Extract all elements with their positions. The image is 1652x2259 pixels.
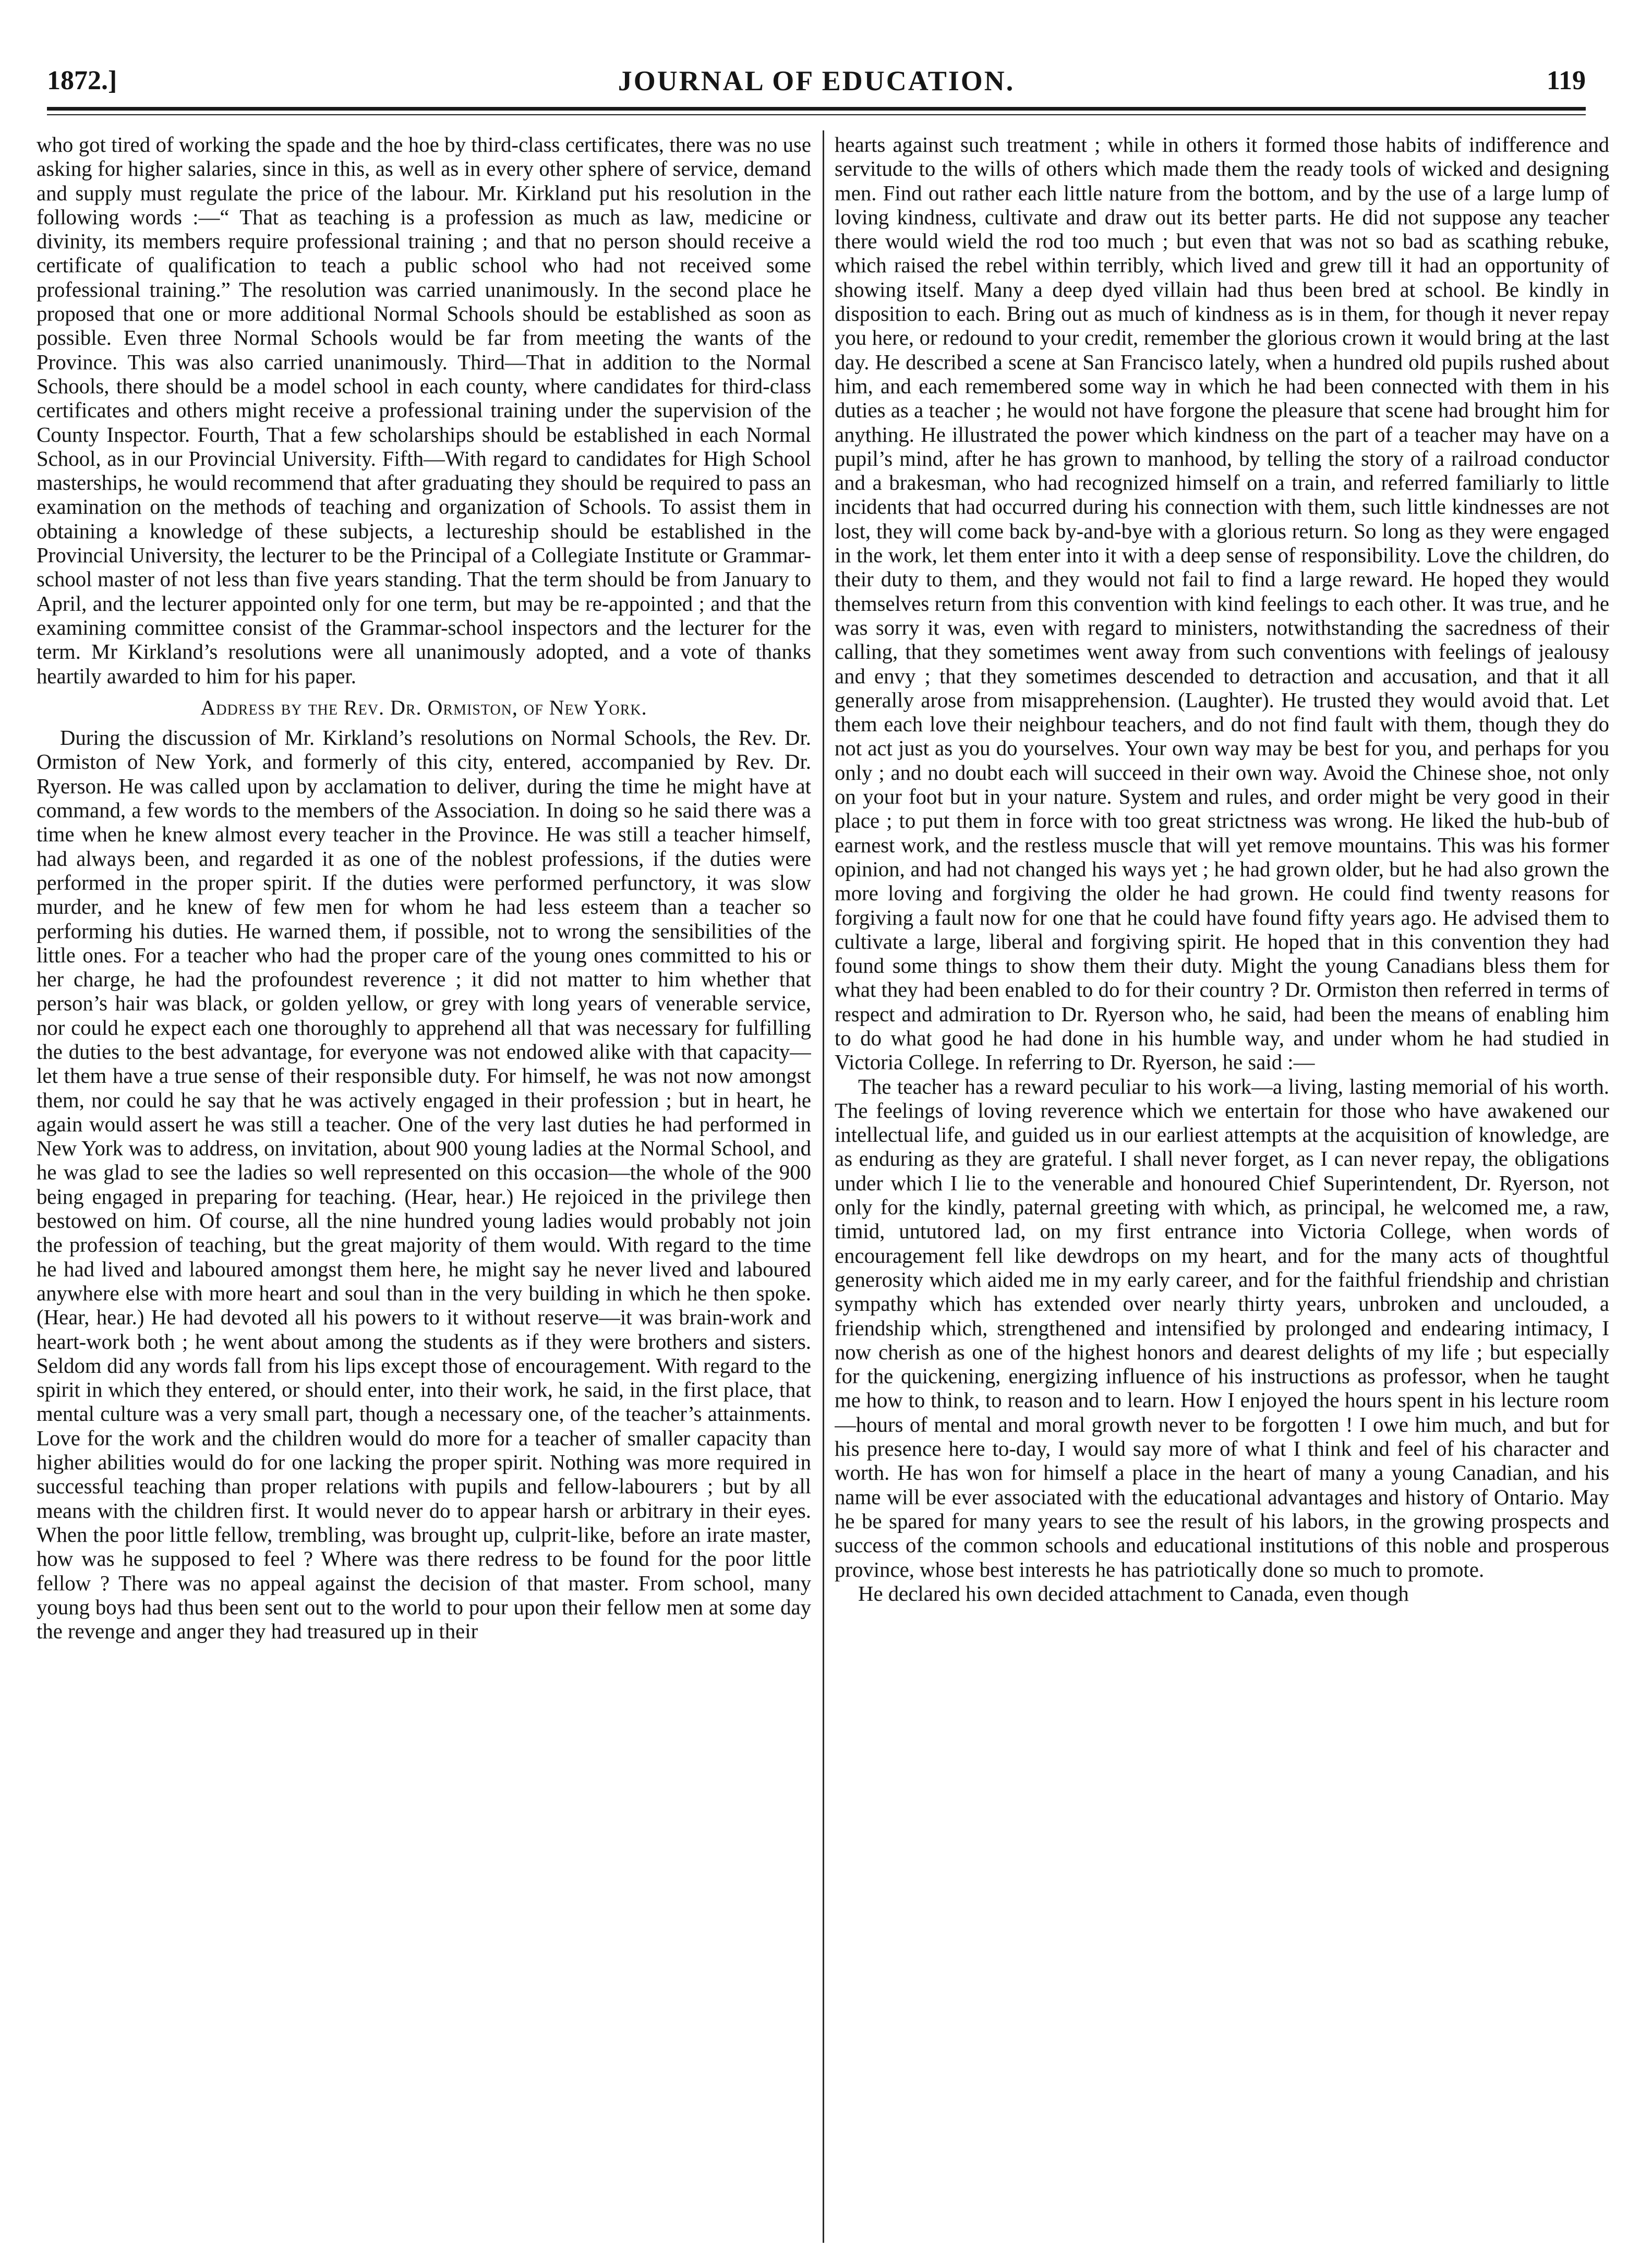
section-heading: Address by the Rev. Dr. Ormiston, of New York. [200,695,647,719]
journal-title: JOURNAL OF EDUCATION. [618,65,1015,96]
right-paragraph-1: hearts against such treatment ; while in others it formed those habits of indifference and servitude to the wills of others which made them the ready tools of wicked and designing men. Find out rather each little nature from the bottom, and by the use of a large lump of loving kindness, cultivate and draw out its better parts. He did not suppose any teacher there would wield the rod too much ; but even that was not so bad as scathing rebuke, which raised the rebel within terribly, which lived and grew till it had an opportunity of showing itself. Many a deep dyed villain had thus been bred at school. Be kindly in disposition to each. Bring out as much of kindness as is in them, for though it never repay you here, or redound to your credit, remember the glorious crown it would bring at the last day. He described a scene at San Francisco lately, when a hundred old pupils rushed about him, and each remembered some way in which he had been connected with them in his duties as a teacher ; he would not have forgone the pleasure that scene had brought him for anything. He illustrated the power which kindness on the part of a teacher may have on a pupil’s mind, after he has grown to manhood, by telling the story of a railroad conductor and a brakesman, who had recognized himself on a train, and referred familiarly to little incidents that had occurred during his connection with them, such little kindnesses are not lost, they will come back by-and-bye with a glorious return. So long as they were engaged in the work, let them enter into it with a deep sense of responsibility. Love the children, do their duty to them, and they would not fail to find a large reward. He hoped they would themselves return from this convention with kind feelings to each other. It was true, and he was sorry it was, even with regard to ministers, notwithstanding the sacredness of their calling, that they sometimes went away from such conventions with feelings of jealousy and envy ; that they sometimes descended to detraction and accusation, and that it all generally arose from misapprehension. (Laughter). He trusted they would avoid that. Let them each love their neighbour teachers, and do not find fault with them, though they do not act just as you do yourselves. Your own way may be best for you, and perhaps for you only ; and no doubt each will succeed in their own way. Avoid the Chinese shoe, not only on your foot but in your nature. System and rules, and order might be very good in their place ; to put them in force with too great strictness was wrong. He liked the hub-bub of earnest work, and the restless muscle that will yet remove mountains. This was his former opinion, and had not changed his ways yet ; he had grown older, but he had also grown the more loving and forgiving the older he had grown. He could find twenty reasons for forgiving a fault now for one that he could have found fifty years ago. He advised them to cultivate a large, liberal and forgiving spirit. He hoped that in this convention they had found some things to show them their duty. Might the young Canadians bless them for what they had been enabled to do for their country ? Dr. Ormiston then referred in terms of respect and admiration to Dr. Ryerson who, he said, had been the means of enabling him to do what good he had done in his humble way, and under whom he had studied in Victoria College. In referring to Dr. Ryerson, he said :— [835,133,1609,1074]
header-rule-thick [47,107,1586,111]
running-header [47,60,1586,102]
right-paragraph-2: The teacher has a reward peculiar to his work—a living, lasting memorial of his worth. The feelings of loving reverence which we entertain for those who have awakened our intellectual life, and guided us in our earliest attempts at the acquisition of knowledge, are as enduring as they are grateful. I shall never forget, as I can never repay, the obligations under which I lie to the venerable and honoured Chief Superintendent, Dr. Ryerson, not only for the kindly, paternal greeting with which, as principal, he welcomed me, a raw, timid, untutored lad, on my first entrance into Victoria College, when words of encouragement fell like dewdrops on my heart, and for the many acts of thoughtful generosity which aided me in my early career, and for the faithful friendship and christian sympathy which has extended over nearly thirty years, unbroken and unclouded, a friendship which, strengthened and intensified by prolonged and endearing intimacy, I now cherish as one of the highest honors and dearest delights of my life ; but especially for the quickening, energizing influence of his instructions as professor, when he taught me how to think, to reason and to learn. How I enjoyed the hours spent in his lecture room—hours of mental and moral growth never to be forgotten ! I owe him much, and but for his presence here to-day, I would say more of what I think and feel of his character and worth. He has won for himself a place in the heart of many a young Canadian, and his name will be ever associated with the educational advantages and history of Ontario. May he be spared for many years to see the result of his labors, in the growing prospects and success of the common schools and educational institutions of this noble and prosperous province, whose best interests he has patriotically done so much to promote. [835,1074,1609,1581]
column-divider [823,130,824,2243]
left-paragraph-1: who got tired of working the spade and the hoe by third-class certificates, there was no use asking for higher salaries, since in this, as well as in every other sphere of service, demand and supply must regulate the price of the labour. Mr. Kirkland put his resolution in the following words :—“ That as teaching is a profession as much as law, medicine or divinity, its members require professional training ; and that no person should receive a certificate of qualification to teach a public school who had not received some professional training.” The resolution was carried unanimously. In the second place he proposed that one or more additional Normal Schools should be established as soon as possible. Even three Normal Schools would be far from meeting the wants of the Province. This was also carried unanimously. Third—That in addition to the Normal Schools, there should be a model school in each county, where candidates for third-class certificates and others might receive a professional training under the supervision of the County Inspector. Fourth, That a few scholarships should be established in each Normal School, as in our Provincial University. Fifth—With regard to candidates for High School masterships, he would recommend that after graduating they should be required to pass an examination on the methods of teaching and organization of Schools. To assist them in obtaining a knowledge of these subjects, a lectureship should be established in the Provincial University, the lecturer to be the Principal of a Collegiate Institute or Grammar-school master of not less than five years standing. That the term should be from January to April, and the lecturer appointed only for one term, but may be re-appointed ; and that the examining committee consist of the Grammar-school inspectors and the lecturer for the term. Mr Kirkland’s resolutions were all unanimously adopted, and a vote of thanks heartily awarded to him for his paper. [37,133,811,688]
right-paragraph-3: He declared his own decided attachment to Canada, even though [858,1581,1409,1605]
header-rule-thin [47,114,1586,115]
page-number: 119 [1546,66,1586,95]
right-column [835,133,1609,2235]
header-year: 1872.] [47,66,117,95]
left-column [37,133,811,2235]
left-paragraph-2: During the discussion of Mr. Kirkland’s resolutions on Normal Schools, the Rev. Dr. Ormiston of New York, and formerly of this city, entered, accompanied by Rev. Dr. Ryerson. He was called upon by acclamation to deliver, during the time he might have at command, a few words to the members of the Association. In doing so he said there was a time when he knew almost every teacher in the Province. He was still a teacher himself, had always been, and regarded it as one of the noblest professions, if the duties were performed in the proper spirit. If the duties were performed perfunctory, it was slow murder, and he knew of few men for whom he had less esteem than a teacher so performing his duties. He warned them, if possible, not to wrong the sensibilities of the little ones. For a teacher who had the proper care of the young ones committed to his or her charge, he had the profoundest reverence ; it did not matter to him whether that person’s hair was black, or golden yellow, or grey with long years of venerable service, nor could he expect each one thoroughly to apprehend all that was necessary for fulfilling the duties to the best advantage, for everyone was not endowed alike with that capacity—let them have a true sense of their responsible duty. For himself, he was not now amongst them, nor could he say that he was actively engaged in their profession ; but in heart, he again would assert he was still a teacher. One of the very last duties he had performed in New York was to address, on invitation, about 900 young ladies at the Normal School, and he was glad to see the ladies so well represented on this occasion—the whole of the 900 being engaged in preparing for teaching. (Hear, hear.) He rejoiced in the privilege then bestowed on him. Of course, all the nine hundred young ladies would probably not join the profession of teaching, but the great majority of them would. With regard to the time he had lived and laboured amongst them here, he might say he never lived and laboured anywhere else with more heart and soul than in the very building in which he then spoke. (Hear, hear.) He had devoted all his powers to it without reserve—it was brain-work and heart-work both ; he went about among the students as if they were brothers and sisters. Seldom did any words fall from his lips except those of encouragement. With regard to the spirit in which they entered, or should enter, into their work, he said, in the first place, that mental culture was a very small part, though a necessary one, of the teacher’s attainments. Love for the work and the children would do more for a teacher of smaller capacity than higher abilities would do for one lacking the proper spirit. Nothing was more required in successful teaching than proper relations with pupils and fellow-labourers ; but by all means with the children first. It would never do to appear harsh or arbitrary in their eyes. When the poor little fellow, trembling, was brought up, culprit-like, before an irate master, how was he supposed to feel ? Where was there redress to be found for the poor little fellow ? There was no appeal against the decision of that master. From school, many young boys had thus been sent out to the world to pour upon their fellow men at some day the revenge and anger they had treasured up in their [37,726,811,1644]
